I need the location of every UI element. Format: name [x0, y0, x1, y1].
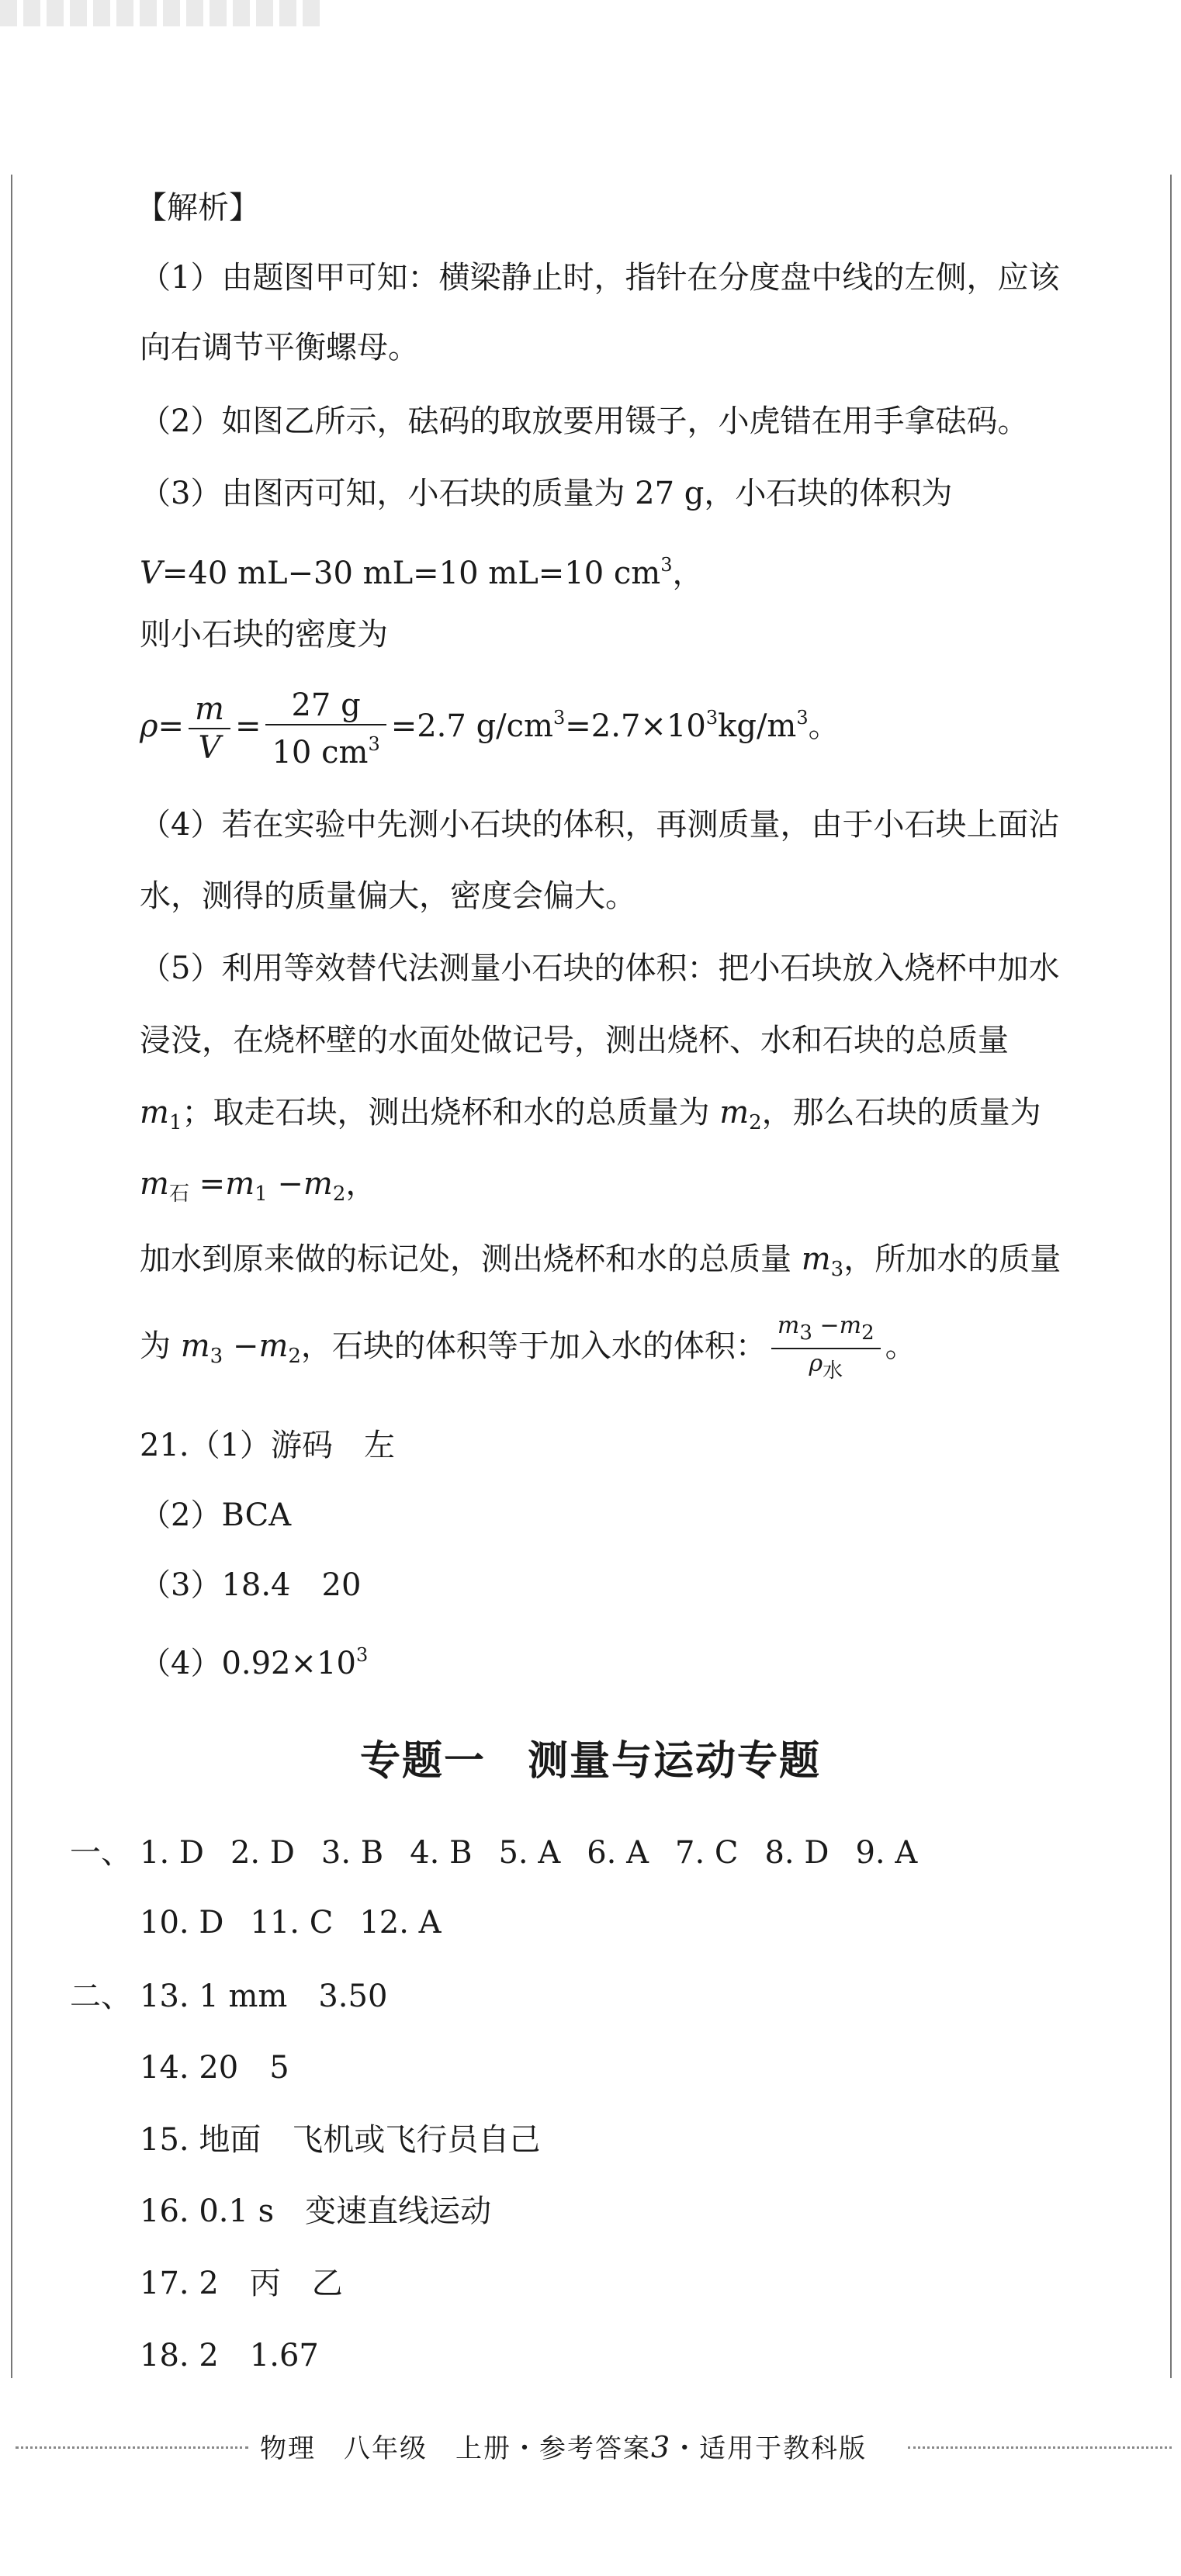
mc-answer: 4. B	[410, 1835, 473, 1871]
footer-dotted-rule-left	[16, 2446, 248, 2449]
q21-part3: （3）18.4 20	[140, 1567, 362, 1603]
mc-answer: 9. A	[855, 1835, 918, 1871]
analysis-p3-line2: V=40 mL−30 mL=10 mL=10 $cm^3$，	[140, 554, 704, 591]
mc-answer: 11. C	[250, 1905, 334, 1941]
part1-marker: 一、	[70, 1835, 132, 1871]
part2-item: 13. 1 mm 3.50	[140, 1979, 388, 2014]
part2-item: 15. 地面 飞机或飞行员自己	[140, 2122, 541, 2158]
part1-row2	[140, 1901, 468, 1944]
mc-answer: 2. D	[230, 1835, 295, 1871]
analysis-p1-line1: （1）由题图甲可知：横梁静止时，指针在分度盘中线的左侧，应该	[140, 260, 1060, 296]
analysis-p4-line1: （4）若在实验中先测小石块的体积，再测质量，由于小石块上面沾	[140, 807, 1060, 843]
part1-row1	[140, 1831, 944, 1875]
fraction-m-over-v: $\frac{m}{V}$	[189, 691, 230, 767]
density-formula: ρ= $\frac{m}{V}$ = $\frac{27 g}{10 cm^3}$ =2.7 $g/cm^3=2.7\times 10^3kg/m^3$。	[140, 687, 840, 770]
var-v: V	[140, 556, 162, 591]
part2-item: 16. 0.1 s 变速直线运动	[140, 2193, 492, 2229]
analysis-p3-line1: （3）由图丙可知，小石块的质量为 27 g，小石块的体积为	[140, 476, 953, 511]
fraction-27g-over-10cm3: $\frac{27 g}{10 cm^3}$	[265, 687, 386, 771]
analysis-p5-line3: $m_1$；取走石块，测出烧杯和水的总质量为 $m_2$，那么石块的质量为	[140, 1095, 1041, 1134]
footer-dotted-rule-right	[908, 2446, 1172, 2449]
analysis-p5-line1: （5）利用等效替代法测量小石块的体积：把小石块放入烧杯中加水	[140, 950, 1060, 986]
left-margin-rule	[11, 175, 12, 2378]
mc-answer: 7. C	[675, 1835, 739, 1871]
topic-title: 专题一 测量与运动专题	[359, 1737, 821, 1785]
analysis-p2: （2）如图乙所示，砝码的取放要用镊子，小虎错在用手拿砝码。	[140, 403, 1029, 439]
mc-answer: 1. D	[140, 1835, 204, 1871]
mc-answer: 3. B	[320, 1835, 384, 1871]
page-footer	[0, 2425, 1181, 2471]
q21-part1: 21.（1）游码 左	[140, 1428, 396, 1463]
top-scan-mark	[0, 0, 326, 26]
q21-part2: （2）BCA	[140, 1497, 292, 1533]
analysis-p5-line4: $m_石 =m_1 -m_2$，	[140, 1166, 377, 1206]
part2-item: 14. 20 5	[140, 2050, 289, 2086]
analysis-p5-line2: 浸没，在烧杯壁的水面处做记号，测出烧杯、水和石块的总质量	[140, 1023, 1009, 1058]
part2-item: 17. 2 丙 乙	[140, 2266, 343, 2301]
footer-text: 物理 八年级 上册・参考答案3・适用于教科版	[260, 2430, 868, 2464]
page-number: 3	[651, 2430, 672, 2464]
mc-answer: 8. D	[764, 1835, 829, 1871]
mc-answer: 12. A	[359, 1905, 442, 1941]
right-margin-rule	[1170, 175, 1172, 2378]
analysis-p3-line3: 则小石块的密度为	[140, 617, 388, 653]
fraction-water-volume: $\frac{m_3 -m_2}{\rho_水}$	[771, 1311, 881, 1386]
analysis-p4-line2: 水，测得的质量偏大，密度会偏大。	[140, 878, 636, 914]
mc-answer: 6. A	[587, 1835, 649, 1871]
mc-answer: 10. D	[140, 1905, 224, 1941]
part2-marker: 二、	[70, 1979, 132, 2014]
part2-item: 18. 2 1.67	[140, 2338, 319, 2373]
mc-answer: 5. A	[498, 1835, 561, 1871]
analysis-p1-line2: 向右调节平衡螺母。	[140, 330, 419, 365]
analysis-p5-line5: 加水到原来做的标记处，测出烧杯和水的总质量 $m_3$，所加水的质量	[140, 1241, 1062, 1281]
analysis-header: 【解析】	[136, 190, 260, 226]
analysis-p5-line6: 为 $m_3 -m_2$，石块的体积等于加入水的体积： $\frac{m_3 -m_2}{\rho_水}$ 。	[140, 1311, 916, 1387]
q21-part4: $(4)0.92\times 10^3$	[140, 1644, 369, 1681]
